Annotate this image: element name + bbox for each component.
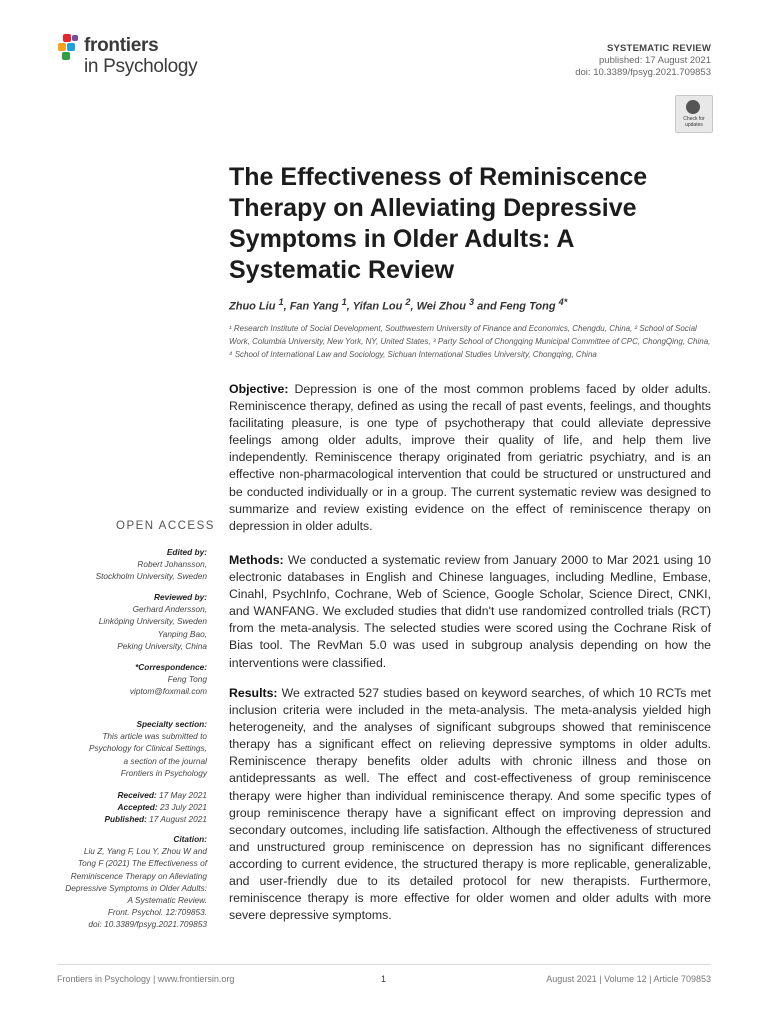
correspondent-name: Feng Tong — [167, 674, 207, 685]
correspondence-label: *Correspondence: — [135, 662, 207, 672]
reviewer-line: Yanping Bao, — [157, 628, 207, 639]
editor-line: Stockholm University, Sweden — [95, 571, 207, 582]
accepted-label: Accepted: — [117, 802, 158, 813]
accepted-date: 23 July 2021 — [159, 802, 207, 813]
affiliations: ¹ Research Institute of Social Development, Southwestern University of Finance and Economics, Chengdu, China, ² School of Social Work, Columbia University, New York, NY, United States, ³ Party School of Chongqing Municipal Committee of CPC, ChongQing, China, ⁴ School of International Law and Sociology, Sichuan International Studies University, Chongqing, China — [229, 324, 711, 360]
received-date: 17 May 2021 — [159, 790, 207, 800]
citation-section: Citation: Liu Z, Yang F, Lou Y, Zhou W and Tong F (2021) The Effectiveness of Reminiscence Therapy on Alleviating Depressive Symptoms in Older Adults: A Systematic Review. Front. Psychol. 12:709853. doi: 10.3389/fpsyg.2021.709853 — [65, 834, 207, 930]
reviewer-line: Linköping University, Sweden — [98, 616, 207, 627]
footer-issue: August 2021 | Volume 12 | Article 709853 — [546, 974, 711, 984]
methods-text: We conducted a systematic review from January 2000 to Mar 2021 using 10 electronic databases in English and Chinese languages, including Medline, Embase, Cinahl, PsychInfo, Cochrane, Web of Science, Google Scholar, Science Direct, CNKI, and WANFANG. We excluded studies that didn't use randomized controlled trials (RCT) from the meta-analysis. The selected studies were scored using the Cochrane Risk of Bias tool. The RevMan 5.0 was used in subgroup analysis depending on how the interventions were classified. — [229, 553, 711, 670]
logo-subtitle: in Psychology — [84, 56, 198, 77]
article-type: SYSTEMATIC REVIEW — [606, 43, 711, 54]
reviewed-by-label: Reviewed by: — [153, 592, 207, 602]
check-for-updates-icon — [686, 100, 700, 114]
correspondence-section — [130, 661, 207, 698]
edited-by-section — [96, 546, 207, 583]
author-list[interactable]: Zhuo Liu $^1$, Fan Yang $^1$, Yifan Lou $^2$, Wei Zhou $^3$ and Feng Tong $^{4*}$ — [229, 297, 568, 313]
results-text: We extracted 527 studies based on keyword searches, of which 10 RCTs met inclusion criteria were included in the meta-analysis. The meta-analysis yielded high heterogeneity, and the analyses of significant subgroups showed that reminiscence therapy has a significant effect on relieving depressive symptoms in older adults. Reminiscence therapy benefits older adults with chronic illness and those on antidepressants as well. The effect and cost-effectiveness of group reminiscence therapy were higher than individual reminiscence therapy. And some specific types of group reminiscence therapy have a significant effect on improving depression and secondary outcomes, including life satisfaction. Although the effectiveness of structured and unstructured group reminiscence on depression has no significant differences according to current evidence, the structured therapy is more replicable, generalizable, and user-friendly due to its detailed protocol for new therapists. Furthermore, reminiscence therapy is more effective for older women and older adults with more severe depressive symptoms. — [229, 686, 711, 923]
published-label: Published: — [104, 814, 147, 825]
abstract-methods — [229, 552, 711, 672]
footer-divider — [57, 964, 711, 965]
abstract-objective — [229, 381, 711, 535]
objective-label: Objective: — [229, 382, 289, 396]
citation-label: Citation: — [173, 834, 207, 844]
objective-text: Depression is one of the most common problems faced by older adults. Reminiscence therapy, defined as using the recall of past events, feelings, and thoughts facilitating pleasure, is one type of psychotherapy that could alleviate depressive feelings among older adults, improve their quality of life, and help them live independently. Reminiscence therapy originated from geriatric psychiatry, and is an effective non-pharmacological intervention that could be structured or unstructured and be conducted individually or in a group. The current systematic review was designed to summarize and review existing evidence on the effect of reminiscence therapy on depression in older adults. — [229, 382, 711, 533]
article-title: The Effectiveness of Reminiscence Therapy on Alleviating Depressive Symptoms in Older Adults: A Systematic Review — [229, 163, 648, 284]
results-label: Results: — [229, 686, 278, 700]
citation-doi[interactable]: doi: 10.3389/fpsyg.2021.709853 — [88, 919, 207, 930]
page-number: 1 — [381, 974, 387, 984]
reviewer-line: Peking University, China — [117, 640, 207, 651]
footer-journal[interactable]: Frontiers in Psychology | www.frontiersin.org — [57, 974, 235, 984]
check-for-updates-button[interactable] — [675, 95, 713, 133]
open-access-label: OPEN ACCESS — [116, 520, 215, 532]
reviewed-by-section — [99, 591, 207, 652]
logo-title: frontiers — [84, 35, 159, 56]
reviewer-line: Gerhard Andersson, — [132, 604, 207, 615]
received-label: Received: — [117, 790, 157, 800]
methods-label: Methods: — [229, 553, 284, 567]
edited-by-label: Edited by: — [166, 547, 207, 557]
published-date-side: 17 August 2021 — [149, 814, 207, 825]
correspondent-email[interactable]: viptom@foxmail.com — [129, 686, 207, 697]
published-date: published: 17 August 2021 — [599, 55, 711, 66]
check-for-updates-label: Check for updates — [683, 116, 705, 128]
article-meta — [575, 43, 711, 79]
specialty-section: Specialty section: This article was submitted to Psychology for Clinical Settings, a section of the journal Frontiers in Psychology — [88, 719, 207, 778]
dates-section — [104, 789, 207, 826]
journal-logo[interactable] — [58, 32, 208, 82]
abstract-results — [229, 685, 711, 924]
specialty-label: Specialty section: — [136, 719, 207, 729]
doi[interactable]: doi: 10.3389/fpsyg.2021.709853 — [575, 67, 711, 78]
editor-line: Robert Johansson, — [137, 559, 207, 570]
frontiers-logo-icon — [58, 34, 82, 62]
